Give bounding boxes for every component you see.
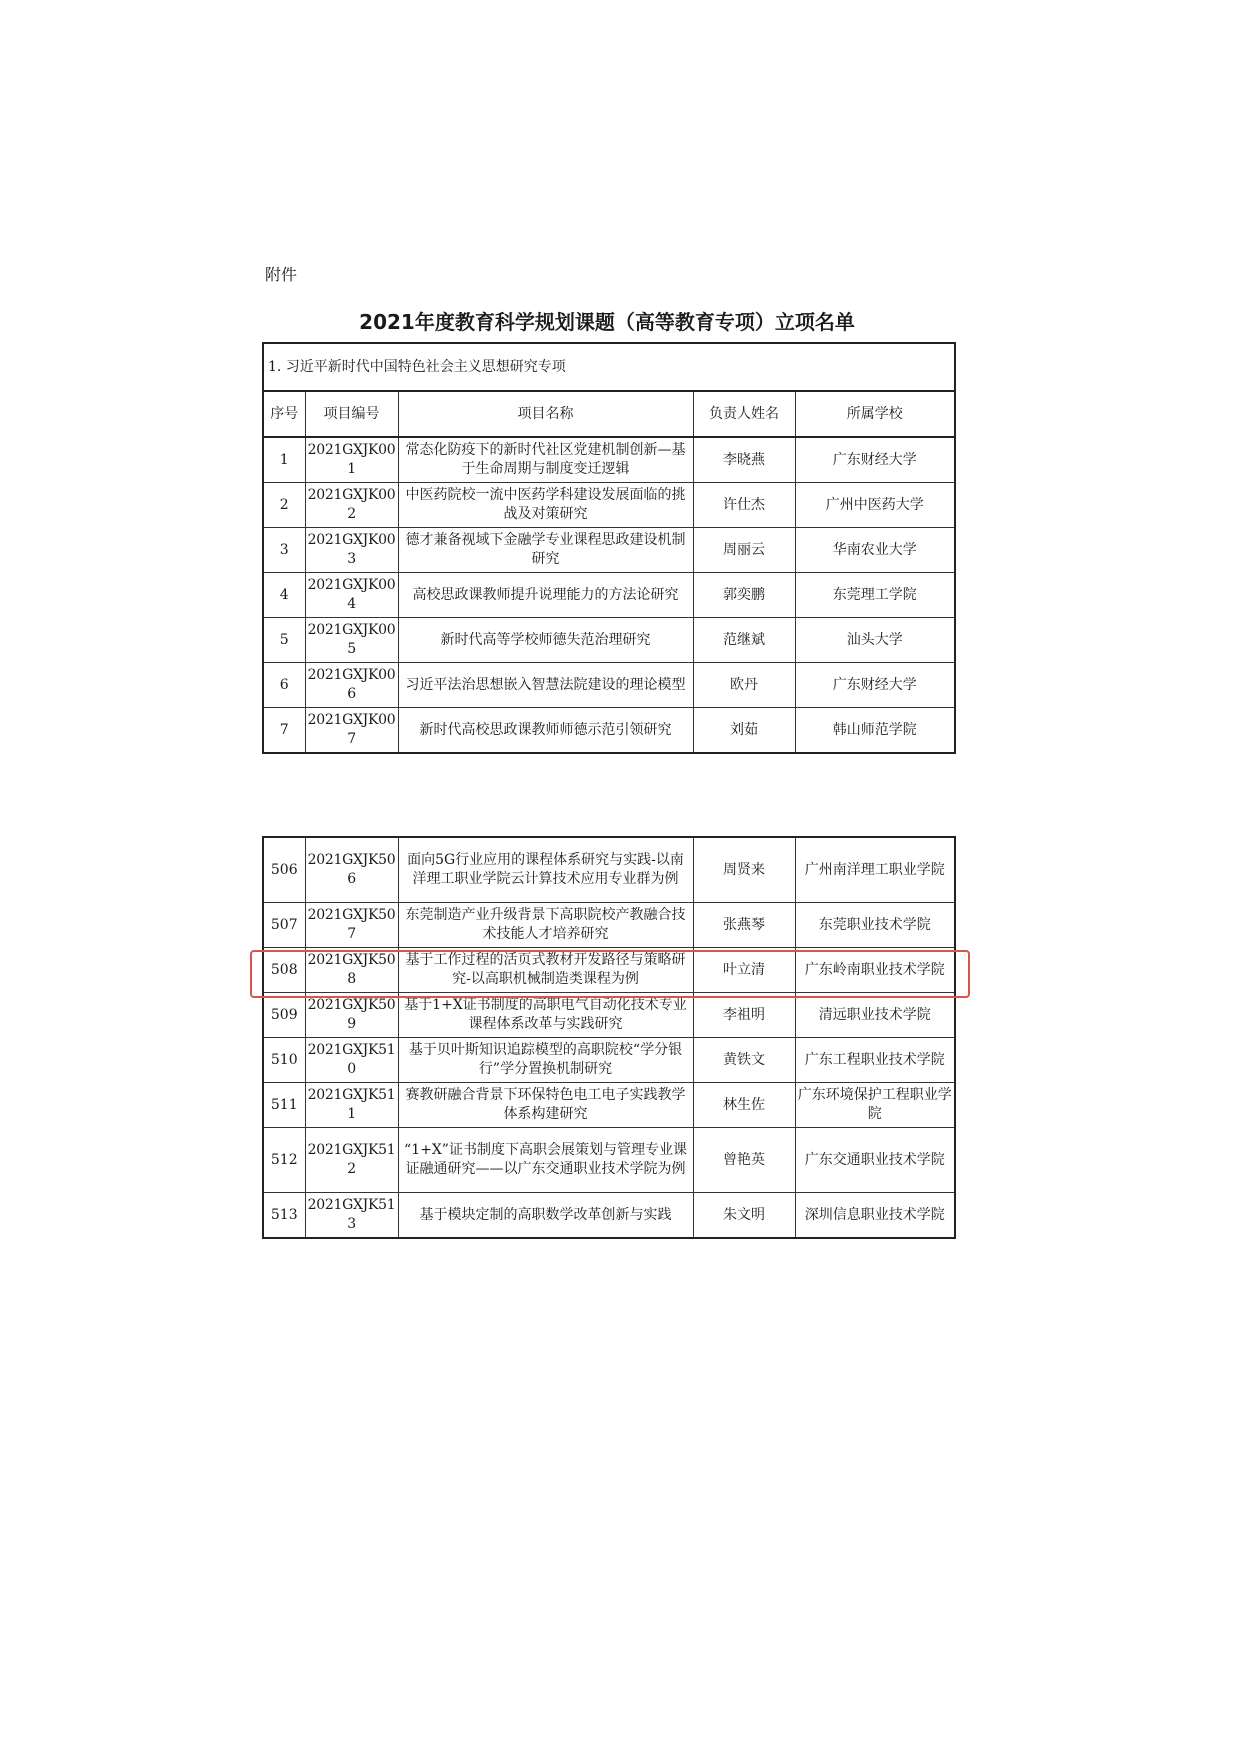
cell-leader: 张燕琴 <box>693 903 795 948</box>
table-row <box>263 618 955 663</box>
cell-code: 2021GXJK002 <box>305 483 398 528</box>
cell-project-name: 中医药院校一流中医药学科建设发展面临的挑战及对策研究 <box>398 483 693 528</box>
cell-code: 2021GXJK003 <box>305 528 398 573</box>
table-row <box>263 1128 955 1193</box>
cell-school: 广东财经大学 <box>795 437 955 483</box>
section-row <box>263 343 955 391</box>
cell-no: 510 <box>263 1038 305 1083</box>
table-row <box>263 528 955 573</box>
cell-no: 2 <box>263 483 305 528</box>
cell-no: 3 <box>263 528 305 573</box>
cell-leader: 范继斌 <box>693 618 795 663</box>
project-list-table-bottom <box>262 836 956 1239</box>
section-title: 1. 习近平新时代中国特色社会主义思想研究专项 <box>263 343 955 391</box>
cell-leader: 许仕杰 <box>693 483 795 528</box>
cell-school: 清远职业技术学院 <box>795 993 955 1038</box>
table-row <box>263 837 955 903</box>
cell-project-name: 基于1+X证书制度的高职电气自动化技术专业课程体系改革与实践研究 <box>398 993 693 1038</box>
cell-code: 2021GXJK513 <box>305 1193 398 1239</box>
cell-project-name: 东莞制造产业升级背景下高职院校产教融合技术技能人才培养研究 <box>398 903 693 948</box>
cell-project-name: 面向5G行业应用的课程体系研究与实践-以南洋理工职业学院云计算技术应用专业群为例 <box>398 837 693 903</box>
cell-leader: 刘茹 <box>693 708 795 754</box>
cell-code: 2021GXJK506 <box>305 837 398 903</box>
cell-leader: 叶立清 <box>693 948 795 993</box>
table-row-highlighted <box>263 948 955 993</box>
cell-code: 2021GXJK006 <box>305 663 398 708</box>
table-row <box>263 663 955 708</box>
table-row <box>263 1083 955 1128</box>
table-excerpt-bottom <box>262 836 954 1232</box>
cell-school: 广东岭南职业技术学院 <box>795 948 955 993</box>
table-row <box>263 437 955 483</box>
header-name: 项目名称 <box>398 391 693 437</box>
cell-project-name: 赛教研融合背景下环保特色电工电子实践教学体系构建研究 <box>398 1083 693 1128</box>
cell-leader: 朱文明 <box>693 1193 795 1239</box>
cell-no: 508 <box>263 948 305 993</box>
cell-no: 506 <box>263 837 305 903</box>
cell-project-name: 新时代高校思政课教师师德示范引领研究 <box>398 708 693 754</box>
cell-project-name: 德才兼备视域下金融学专业课程思政建设机制研究 <box>398 528 693 573</box>
cell-no: 5 <box>263 618 305 663</box>
table-row <box>263 483 955 528</box>
cell-school: 东莞职业技术学院 <box>795 903 955 948</box>
cell-school: 广东环境保护工程职业学院 <box>795 1083 955 1128</box>
cell-no: 7 <box>263 708 305 754</box>
header-no: 序号 <box>263 391 305 437</box>
cell-no: 511 <box>263 1083 305 1128</box>
cell-no: 507 <box>263 903 305 948</box>
cell-leader: 李祖明 <box>693 993 795 1038</box>
cell-project-name: 习近平法治思想嵌入智慧法院建设的理论模型 <box>398 663 693 708</box>
cell-school: 广东工程职业技术学院 <box>795 1038 955 1083</box>
cell-leader: 欧丹 <box>693 663 795 708</box>
cell-school: 深圳信息职业技术学院 <box>795 1193 955 1239</box>
document-title: 2021年度教育科学规划课题（高等教育专项）立项名单 <box>359 310 855 334</box>
cell-leader: 黄铁文 <box>693 1038 795 1083</box>
cell-code: 2021GXJK510 <box>305 1038 398 1083</box>
cell-code: 2021GXJK511 <box>305 1083 398 1128</box>
project-list-table-top <box>262 342 956 754</box>
cell-school: 广州中医药大学 <box>795 483 955 528</box>
cell-project-name: 常态化防疫下的新时代社区党建机制创新—基于生命周期与制度变迁逻辑 <box>398 437 693 483</box>
cell-school: 汕头大学 <box>795 618 955 663</box>
cell-school: 广州南洋理工职业学院 <box>795 837 955 903</box>
cell-school: 广东财经大学 <box>795 663 955 708</box>
table-row <box>263 708 955 754</box>
table-row <box>263 1038 955 1083</box>
cell-project-name: 新时代高等学校师德失范治理研究 <box>398 618 693 663</box>
cell-no: 509 <box>263 993 305 1038</box>
header-school: 所属学校 <box>795 391 955 437</box>
cell-leader: 周丽云 <box>693 528 795 573</box>
header-row <box>263 391 955 437</box>
header-code: 项目编号 <box>305 391 398 437</box>
cell-code: 2021GXJK004 <box>305 573 398 618</box>
cell-project-name: 高校思政课教师提升说理能力的方法论研究 <box>398 573 693 618</box>
cell-no: 4 <box>263 573 305 618</box>
cell-school: 广东交通职业技术学院 <box>795 1128 955 1193</box>
cell-no: 513 <box>263 1193 305 1239</box>
table-row <box>263 993 955 1038</box>
cell-leader: 李晓燕 <box>693 437 795 483</box>
cell-code: 2021GXJK508 <box>305 948 398 993</box>
cell-project-name: 基于工作过程的活页式教材开发路径与策略研究-以高职机械制造类课程为例 <box>398 948 693 993</box>
cell-leader: 周贤来 <box>693 837 795 903</box>
cell-school: 华南农业大学 <box>795 528 955 573</box>
cell-code: 2021GXJK509 <box>305 993 398 1038</box>
cell-leader: 曾艳英 <box>693 1128 795 1193</box>
table-row <box>263 573 955 618</box>
cell-leader: 郭奕鹏 <box>693 573 795 618</box>
cell-school: 韩山师范学院 <box>795 708 955 754</box>
cell-no: 1 <box>263 437 305 483</box>
table-row <box>263 903 955 948</box>
cell-code: 2021GXJK005 <box>305 618 398 663</box>
cell-code: 2021GXJK001 <box>305 437 398 483</box>
cell-school: 东莞理工学院 <box>795 573 955 618</box>
attachment-label: 附件 <box>265 265 298 284</box>
table-excerpt-top <box>262 342 954 747</box>
cell-code: 2021GXJK007 <box>305 708 398 754</box>
cell-project-name: 基于贝叶斯知识追踪模型的高职院校“学分银行”学分置换机制研究 <box>398 1038 693 1083</box>
table-row <box>263 1193 955 1239</box>
header-leader: 负责人姓名 <box>693 391 795 437</box>
cell-no: 512 <box>263 1128 305 1193</box>
cell-code: 2021GXJK507 <box>305 903 398 948</box>
cell-project-name: “1+X”证书制度下高职会展策划与管理专业课证融通研究——以广东交通职业技术学院为例 <box>398 1128 693 1193</box>
cell-no: 6 <box>263 663 305 708</box>
cell-project-name: 基于模块定制的高职数学改革创新与实践 <box>398 1193 693 1239</box>
cell-leader: 林生佐 <box>693 1083 795 1128</box>
cell-code: 2021GXJK512 <box>305 1128 398 1193</box>
